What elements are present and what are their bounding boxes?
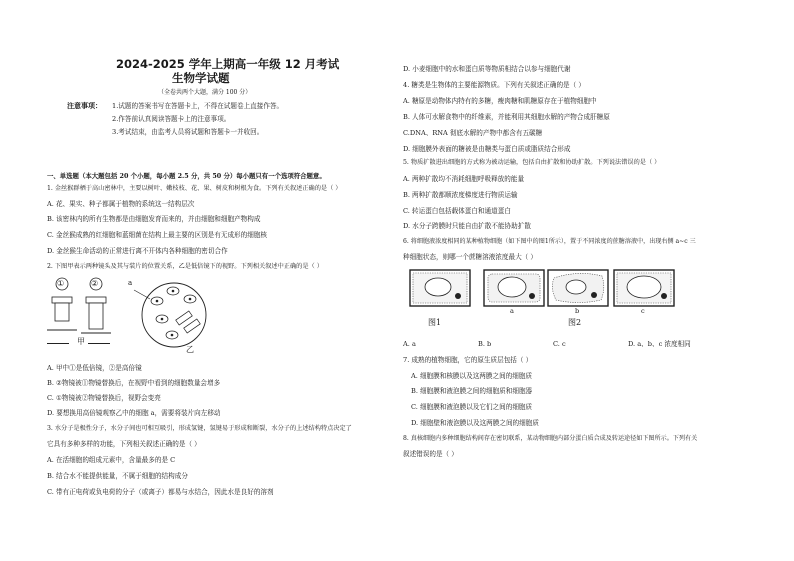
exam-subtitle: 生物学试题 <box>172 71 230 85</box>
field-of-view <box>142 283 206 347</box>
objective-1-cap <box>52 297 72 303</box>
notice-2: 2.作答前认真阅读答题卡上的注意事项。 <box>112 115 231 123</box>
microscope-figure <box>44 275 224 360</box>
q8-stem-2: 叙述错误的是（ ） <box>403 450 458 458</box>
q7-option-c: C. 细胞膜和液泡膜以及它们之间的细胞质 <box>411 403 533 411</box>
q2-option-d: D. 要想换用高倍镜观察乙中的细胞 a，需要将装片向左移动 <box>47 409 221 417</box>
q6-option-b: B. b <box>478 340 492 348</box>
objective-2-cap <box>86 297 106 303</box>
cell-fig1-nucleus <box>455 293 461 299</box>
q5-option-c: C. 转运蛋白包括载体蛋白和通道蛋白 <box>403 207 511 215</box>
q1-option-b: B. 该密林内的所有生物都是由细胞发育而来的，并由细胞和细胞产物构成 <box>47 215 261 223</box>
microscope-figure-svg <box>44 275 224 360</box>
exam-note: （全卷共两个大题，满分 100 分） <box>158 89 252 96</box>
label-jia: 甲 <box>77 337 85 346</box>
q1-option-c: C. 金丝猴成熟的红细胞和蓝细菌在结构上最主要的区别是有无成形的细胞核 <box>47 231 268 239</box>
q4-option-d: D. 细胞膜外表面的糖被是由糖类与蛋白质或脂质结合形成 <box>403 145 571 153</box>
cell-c-nucleus <box>661 293 667 299</box>
q2-option-c: C. ①物镜被②物镜替换后，视野会变亮 <box>47 394 161 402</box>
objective-1-body <box>55 303 69 321</box>
q3-stem-2: 它具有多种多样的功能，下列相关叙述正确的是（ ） <box>47 440 201 448</box>
q7-stem: 7. 成熟的植物细胞，它的原生质层包括（ ） <box>403 356 533 364</box>
notice-1: 1.试题的答案书写在答题卡上，不得在试题卷上直接作答。 <box>112 102 284 110</box>
q2-option-a: A. 甲中①是低倍镜，②是高倍镜 <box>47 364 142 372</box>
q1-stem: 1. 金丝猴群栖于高山密林中，主要以树叶、嫩枝枝、花、果、树皮和树根为食。下列有关叙述正确的是（ ） <box>47 185 342 192</box>
q4-option-a: A. 糖原是动物体内特有的多糖，瘦肉糖和肌糖原存在于植物细胞中 <box>403 97 597 105</box>
q1-option-a: A. 花、果实、种子都属于植物的系统这一结构层次 <box>47 200 195 208</box>
plant-cell-figure-svg <box>408 268 678 338</box>
label-a: a <box>128 279 133 287</box>
cell-nucleus <box>189 298 192 301</box>
q3-option-b: B. 结合水不能提供能量，不属于细胞的结构成分 <box>47 472 188 480</box>
q4-option-c: C.DNA、RNA 彻底水解的产物中都含有五碳糖 <box>403 129 543 137</box>
cell-a-vacuole <box>498 277 526 297</box>
q5-option-a: A. 两种扩散均不消耗细胞呼吸释放的能量 <box>403 175 525 183</box>
cell-b-vacuole <box>566 280 586 294</box>
q5-stem: 5. 物质扩散进出细胞的方式称为被动运输，包括自由扩散和协助扩散。下列说法错误的是（ ） <box>403 159 661 166</box>
plant-cell-figure <box>408 268 678 338</box>
q4-option-b: B. 人体可水解食物中的纤维素，并能利用其细胞水解的产物合成肝糖原 <box>403 113 610 121</box>
label-fig2: 图2 <box>568 318 582 327</box>
q3-option-c: C. 带有正电荷或负电荷的分子（或离子）都易与水结合，因此水是良好的溶剂 <box>47 488 274 496</box>
q1-option-d: D. 金丝猴生命活动的正常进行离不开体内各种细胞的密切合作 <box>47 247 228 255</box>
q3-stem-1: 3. 水分子是极性分子，水分子间也可相互吸引，形成氢键，氢键易于形成和断裂，水分子的上述结构特点决定了 <box>47 425 352 432</box>
marker-1-text: ① <box>57 279 65 288</box>
notice-label: 注意事项： <box>67 101 102 110</box>
exam-title: 2024-2025 学年上期高一年级 12 月考试 <box>116 57 340 71</box>
cell-a-nucleus <box>529 293 535 299</box>
marker-2-text: ② <box>91 279 99 288</box>
q7-option-a: A. 细胞膜和核膜以及这两膜之间的细胞质 <box>411 372 533 380</box>
jia-underline-right <box>88 343 110 344</box>
objective-2-body <box>89 303 103 329</box>
notice-3: 3.考试结束，由监考人员将试题和答题卡一并收回。 <box>112 128 264 136</box>
jia-underline-left <box>47 343 69 344</box>
q6-option-c: C. c <box>553 340 566 348</box>
label-yi: 乙 <box>186 345 194 354</box>
q2-stem: 2. 下图甲表示两种镜头及其与装片的位置关系，乙是低倍镜下的视野。下列相关叙述中正确的是（ ） <box>47 263 323 270</box>
cell-nucleus <box>161 318 164 321</box>
label-fig1: 图1 <box>428 318 442 327</box>
label-cell-a: a <box>510 307 514 315</box>
q5-option-d: D. 水分子跨膜时只能自由扩散不能协助扩散 <box>403 222 531 230</box>
cell-b-nucleus <box>591 292 597 298</box>
q6-stem-1: 6. 将细胞液浓度相同的某种植物细胞（如下图中的图1所示），置于不同浓度的蔗糖溶液中，出现右侧 a~c 三 <box>403 238 696 245</box>
q4-stem: 4. 糖类是生物体的主要能源物质。下列有关叙述正确的是（ ） <box>403 81 585 89</box>
cell-nucleus <box>171 334 174 337</box>
q3-option-a: A. 在活细胞的组成元素中，含量最多的是 C <box>47 456 176 464</box>
cell-fig1-vacuole <box>425 278 451 296</box>
section1-heading: 一、单选题（本大题包括 20 个小题，每小题 2.5 分，共 50 分）每小题只有一个选项符合题意。 <box>47 172 326 180</box>
q6-stem-2: 种细胞状态，则哪一个蔗糖溶液浓度最大（ ） <box>403 253 537 261</box>
label-cell-b: b <box>575 307 580 315</box>
label-cell-c: c <box>641 307 645 315</box>
cell-nucleus <box>172 290 175 293</box>
q6-option-a: A. a <box>403 340 416 348</box>
q8-stem-1: 8. 真核细胞内多种细胞结构间存在密切联系，某动物细胞内部分蛋白质合成及转运途径如下图所示。下列有关 <box>403 435 698 442</box>
q3-option-d: D. 小麦细胞中的水和蛋白质等物质相结合以参与细胞代谢 <box>403 65 571 73</box>
q7-option-b: B. 细胞膜和液泡膜之间的细胞质和细胞器 <box>411 387 533 395</box>
q7-option-d: D. 细胞壁和液泡膜以及这两膜之间的细胞质 <box>411 419 539 427</box>
cell-a-pointer <box>134 290 150 299</box>
q2-option-b: B. ②物镜被①物镜替换后，在视野中看到的细胞数量会增多 <box>47 379 221 387</box>
q5-option-b: B. 两种扩散都顺浓度梯度进行物质运输 <box>403 191 518 199</box>
q6-option-d: D. a、b、c 浓度相同 <box>628 340 691 348</box>
cell-a-nucleus <box>156 300 159 303</box>
cell-c-vacuole <box>627 276 661 298</box>
